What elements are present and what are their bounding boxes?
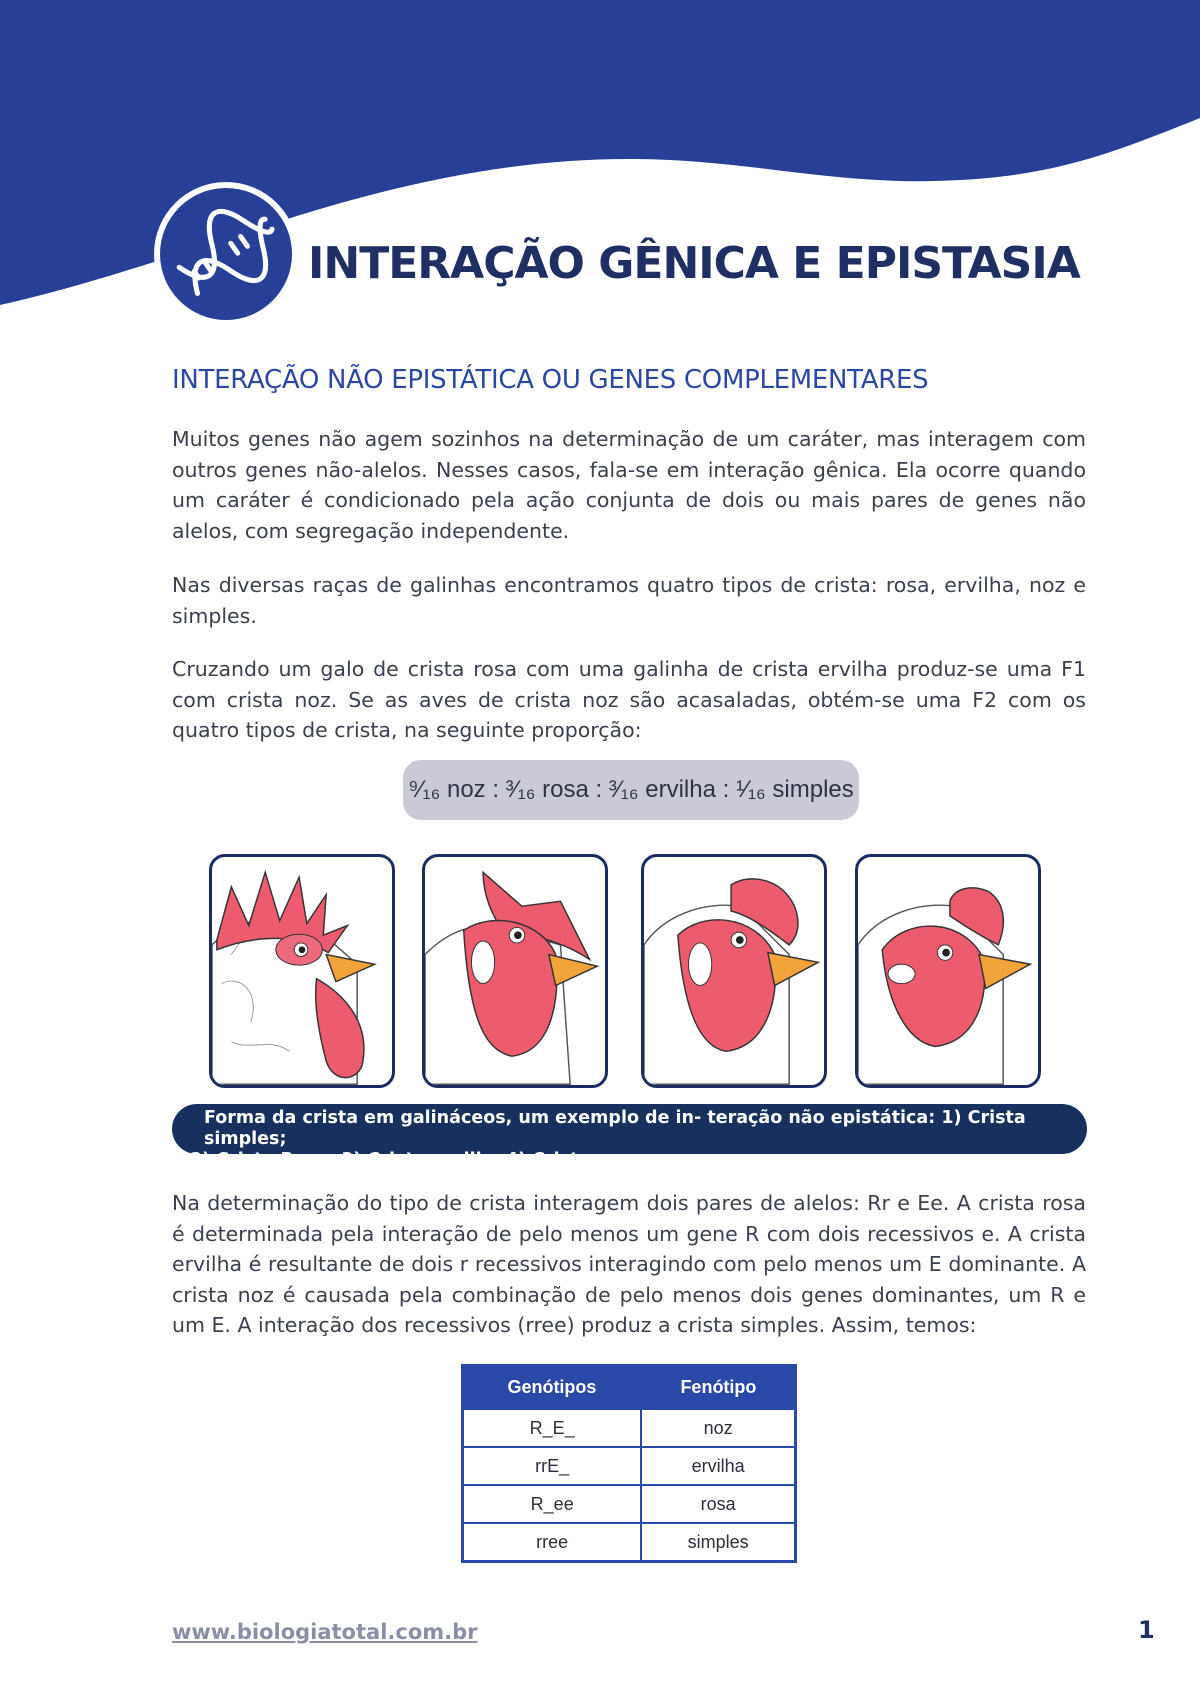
panel-crista-noz [855, 854, 1041, 1088]
genotype-cell: R_E_ [463, 1409, 642, 1448]
genotype-phenotype-table [461, 1364, 797, 1563]
phenotype-cell: rosa [641, 1485, 795, 1523]
table-row [463, 1485, 796, 1523]
phenotype-cell: ervilha [641, 1447, 795, 1485]
genotype-cell: rrE_ [463, 1447, 642, 1485]
ratio-text: ⁹⁄₁₆ noz : ³⁄₁₆ rosa : ³⁄₁₆ ervilha : ¹⁄₁₆ simples [408, 776, 854, 803]
page-title: INTERAÇÃO GÊNICA E EPISTASIA [308, 238, 1080, 289]
rooster-pea-comb-illustration [644, 857, 824, 1085]
genotype-cell: rree [463, 1523, 642, 1562]
panel-crista-ervilha [641, 854, 827, 1088]
paragraph-crossing: Cruzando um galo de crista rosa com uma galinha de crista ervilha produz-se uma F1 com crista noz. Se as aves de crista noz são acasaladas, obtém-se uma F2 com os quatro tipos de crista, na seguinte proporção: [172, 657, 1086, 742]
phenotype-cell: simples [641, 1523, 795, 1562]
caption-line-2: 2) Crista Rosa; 3) Crista ervilha 4) Crista noz [190, 1150, 632, 1170]
panel-crista-rosa [422, 854, 608, 1088]
paragraph-crest-types: Nas diversas raças de galinhas encontramos quatro tipos de crista: rosa, ervilha, noz e simples. [172, 573, 1086, 628]
table-row [463, 1409, 796, 1448]
header-genotipos: Genótipos [463, 1366, 642, 1409]
caption-line-1: Forma da crista em galináceos, um exemplo de in- teração não epistática: 1) Crista simples; [204, 1108, 1026, 1149]
header-fenotipo: Fenótipo [641, 1366, 795, 1409]
ratio-box [403, 760, 859, 820]
genotype-cell: R_ee [463, 1485, 642, 1523]
dna-logo [160, 188, 292, 320]
rooster-walnut-comb-illustration [858, 857, 1038, 1085]
page-number: 1 [1138, 1616, 1155, 1644]
rooster-simple-comb-illustration [212, 857, 392, 1085]
rooster-rose-comb-illustration [425, 857, 605, 1085]
dna-icon [160, 188, 292, 320]
paragraph-alleles: Na determinação do tipo de crista interagem dois pares de alelos: Rr e Ee. A crista rosa é determinada pela interação de pelo menos um gene R com dois recessivos e. A crista ervilha é resultante de dois r recessivos interagindo com pelo menos um E dominante. A crista noz é causada pela combinação de pelo menos dois genes dominantes, um R e um E. A interação dos recessivos (rree) produz a crista simples. Assim, temos: [172, 1191, 1086, 1337]
phenotype-cell: noz [641, 1409, 795, 1448]
paragraph-intro: Muitos genes não agem sozinhos na determinação de um caráter, mas interagem com outros genes não-alelos. Nesses casos, fala-se em interação gênica. Ela ocorre quando um caráter é condicionado pela ação conjunta de dois ou mais pares de genes não alelos, com segregação independente. [172, 427, 1086, 543]
table-row [463, 1523, 796, 1562]
table-row [463, 1447, 796, 1485]
table-header-row [463, 1366, 796, 1409]
section-title: INTERAÇÃO NÃO EPISTÁTICA OU GENES COMPLEMENTARES [172, 365, 929, 395]
footer-website-link[interactable]: www.biologiatotal.com.br [172, 1620, 478, 1644]
panel-crista-simples [209, 854, 395, 1088]
figure-caption [172, 1104, 1087, 1170]
